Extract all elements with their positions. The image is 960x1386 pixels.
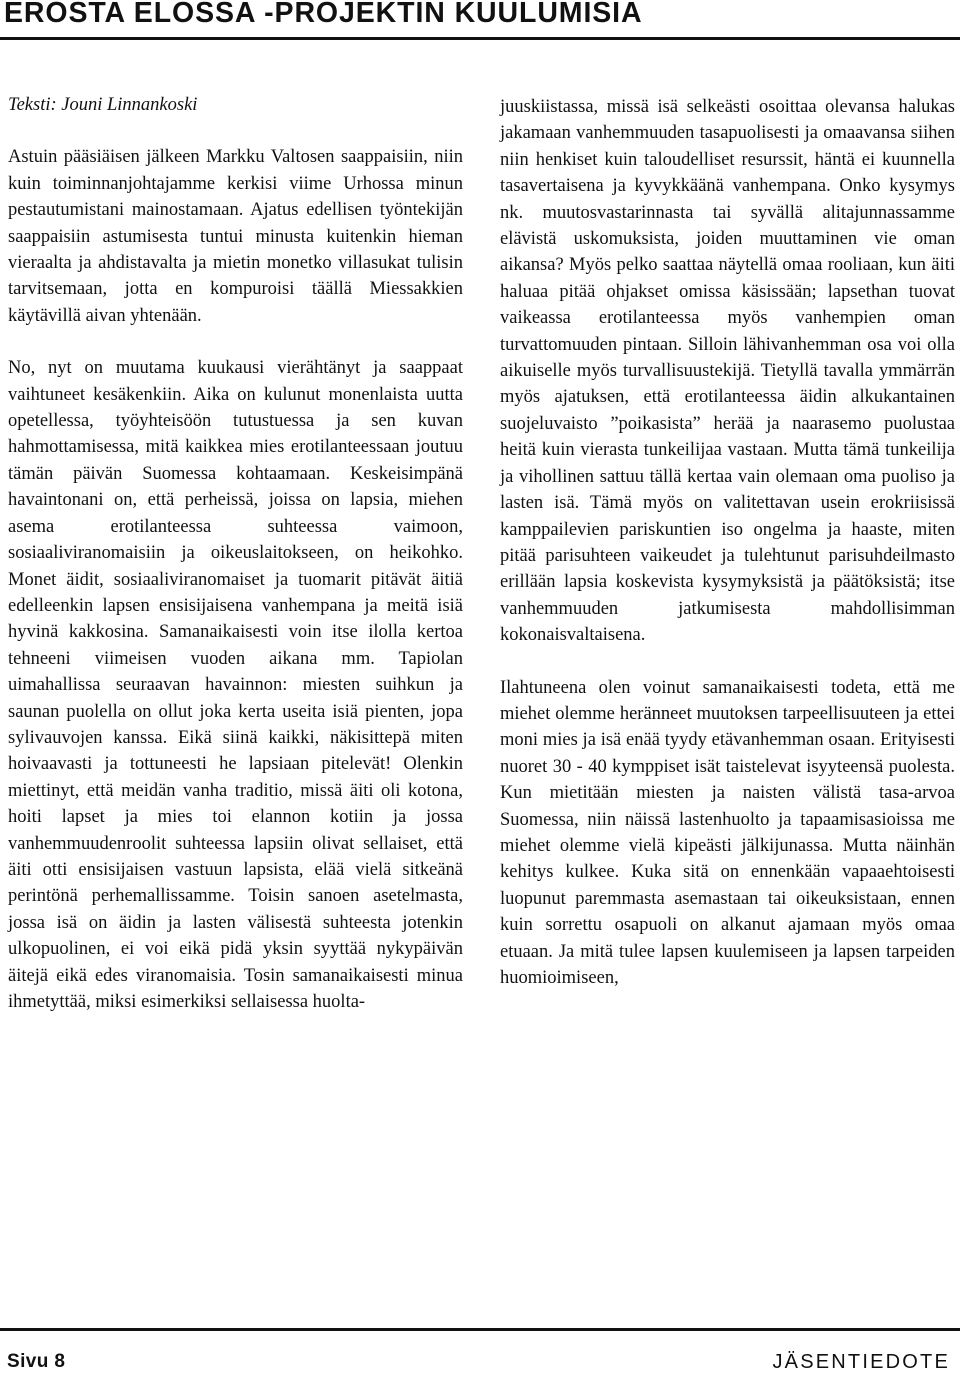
page-title: EROSTA ELOSSA -PROJEKTIN KUULUMISIA bbox=[4, 0, 643, 29]
paragraph: Ilahtuneena olen voinut samanaikaisesti todeta, että me miehet olemme heränneet muutoksen tarpeellisuuteen ja ettei moni mies ja isä enää tyydy etävanhemman osaan. Erityisesti nuoret 30 - 40 kymppiset isät taistelevat isyyteensä puolesta. Kun mietitään miesten ja naisten välistä tasa-arvoa Suomessa, niin näissä lastenhuolto ja tapaamisasioissa me miehet olemme vielä kipeästi jälkijunassa. Mutta näinhän kehitys kulkee. Kuka sitä on ennenkään vapaaehtoisesti luopunut paremmasta asemastaan tai oikeuksistaan, ennen kuin sorrettu osapuoli on alkanut ajamaan myös omaa etuaan. Ja mitä tulee lapsen kuulemiseen ja lapsen tarpeiden huomioimiseen, bbox=[500, 677, 955, 988]
paragraph: juuskiistassa, missä isä selkeästi osoittaa olevansa halukas jakamaan vanhemmuuden tasapuolisesti ja omaavansa siihen niin henkiset kuin taloudelliset resurssit, häntä ei kuunnella tasavertaisena ja kyvykkäänä vanhempana. Onko kysymys nk. muutosvastarinnasta tai syvällä alitajunnassamme elävistä uskomuksista, joiden muuttaminen vie oman aikansa? Myös pelko saattaa näytellä omaa rooliaan, kun äiti haluaa pitää ohjakset omissa käsissään; lapsethan tuovat vaikeassa erotilanteessa myös vanhempien oman turvattomuuden pintaan. Silloin lähivanhemman osa voi olla aikuiselle myös turvallisuustekijä. Tietyllä tavalla ymmärrän myös ajatuksen, että erotilanteessa äidin alkukantainen suojeluvaisto ”poikasista” herää ja naarasemo puolustaa heitä kuin vierasta tunkeilijaa vastaan. Mutta tämä tunkeilija ja vihollinen sattuu tällä kertaa vain olemaan oma puoliso ja lasten isä. Tämä myös on valitettavan usein erokriisissä kamppailevien pariskuntien iso ongelma ja haaste, miten pitää parisuhteen vaikeudet ja tulehtunut parisuhdeilmasto erillään lapsia koskevista kysymyksistä ja päätöksistä; itse vanhemmuuden jatkumisesta mahdollisimman kokonaisvaltaisena. bbox=[500, 97, 955, 646]
paragraph: No, nyt on muutama kuukausi vierähtänyt ja saappaat vaihtuneet kesäkenkiin. Aika on kulunut monenlaista uutta opetellessa, työyhteisöön tutustuessa ja sen kuvan hahmottamisessa, mitä kaikkea mies erotilanteessaan joutuu tämän päivän Suomessa kohtaamaan. Keskeisimpänä havaintonani on, että perheissä, joissa on lapsia, miehen asema erotilanteessa suhteessa vaimoon, sosiaaliviranomaisiin ja oikeuslaitokseen, on heikohko. Monet äidit, sosiaaliviranomaiset ja tuomarit pitävät äitiä edelleenkin lapsen ensisijaisena vanhempana ja meitä isiä hyvinä kakkosina. Samanaikaisesti voin itse ilolla kertoa tehneeni viimeisen vuoden aikana mm. Tapiolan uimahallissa seuraavan havainnon: miesten suihkun ja saunan puolella on ollut joka kerta useita isiä pienten, jopa sylivauvojen kanssa. Eikä siinä kaikki, näkisittepä miten hoivaavasti ja tottuneesti he lapsiaan pitelevät! Olenkin miettinyt, että meidän vanha traditio, missä äiti oli kotona, hoiti lapset ja mies toi elannon kotiin ja jossa vanhemmuudenroolit suhteessa lapsiin olivat sellaiset, että äiti otti ensisijaisen vastuun lapsista, elää vielä sitkeänä perintönä perhemallissamme. Toisin sanoen asetelmasta, jossa isä on äidin ja lasten välisestä suhteesta jotenkin ulkopuolinen, ei voi eikä pidä yksin syyttää nykypäivän äitejä eikä edes viranomaisia. Tosin samanaikaisesti minua ihmetyttää, miksi esimerkiksi sellaisessa huolta- bbox=[8, 358, 463, 1012]
publication-name: JÄSENTIEDOTE bbox=[772, 1351, 950, 1373]
page-header bbox=[0, 0, 960, 40]
byline: Teksti: Jouni Linnankoski bbox=[8, 95, 198, 115]
page-footer bbox=[0, 1328, 960, 1386]
paragraph: Astuin pääsiäisen jälkeen Markku Valtosen saappaisiin, niin kuin toiminnanjohtajamme kerkisi viime Urhossa minun pestautumistani mainostamaan. Ajatus edellisen työntekijän saappaisiin astumisesta tuntui minusta kuitenkin hieman vieraalta ja ahdistavalta ja mietin monetko villasukat tulisin tarvitsemaan, jotta en kompuroisi täällä Miessakkien käytävillä aivan yhtenään. bbox=[8, 147, 463, 326]
page-number: Sivu 8 bbox=[7, 1351, 66, 1372]
article-column-right bbox=[500, 94, 955, 991]
article-column-left bbox=[8, 92, 463, 1015]
